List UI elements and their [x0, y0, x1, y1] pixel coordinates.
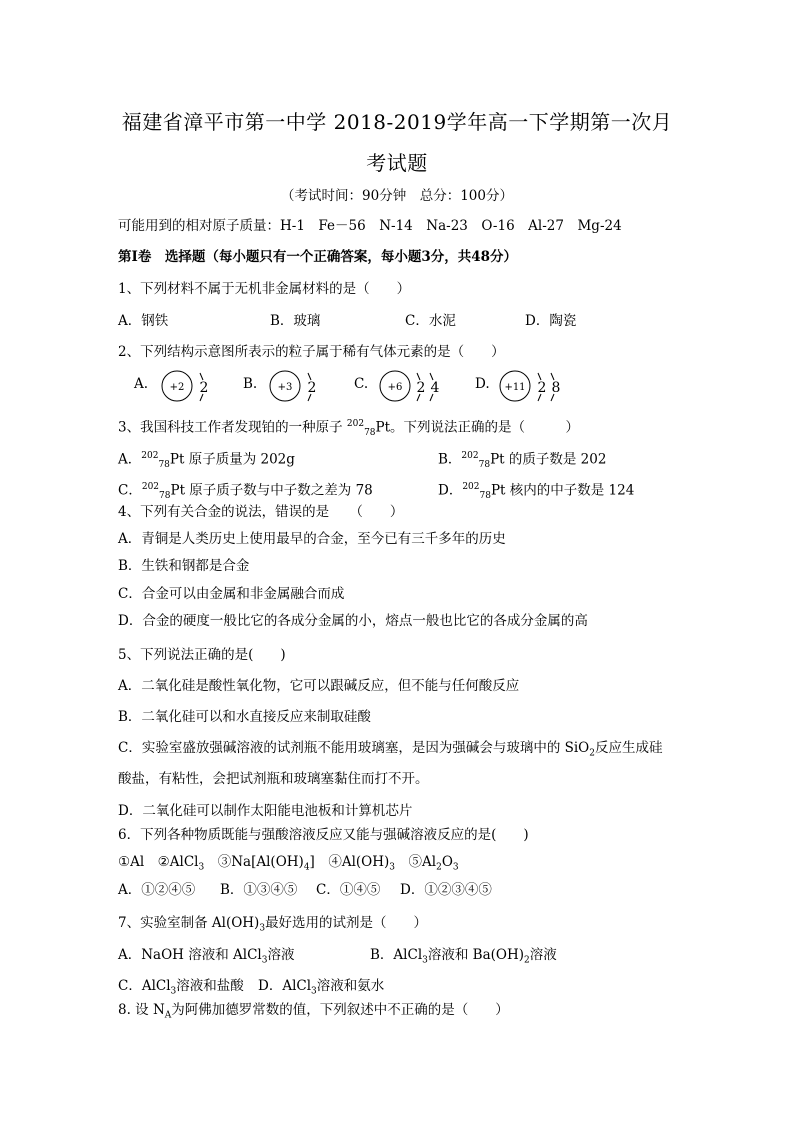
q2-atom-a-shell-1: 2	[199, 380, 209, 396]
q7-option-c: C．AlCl$_3$溶液和盐酸	[118, 978, 244, 997]
question-5-stem: 5、下列说法正确的是( )	[118, 647, 286, 663]
question-6-stem: 6．下列各种物质既能与强酸溶液反应又能与强碱溶液反应的是( )	[118, 827, 529, 843]
question-8-stem: 8. 设 $N_A$为阿佛加德罗常数的值，下列叙述中不正确的是（ ）	[118, 1002, 509, 1021]
question-7-stem: 7、实验室制备 $Al(OH)_3$最好选用的试剂是（ ）	[118, 915, 428, 934]
q4-option-a: A．青铜是人类历史上使用最早的合金，至今已有三千多年的历史	[118, 531, 506, 547]
section-header: 第Ⅰ卷 选择题（每小题只有一个正确答案，每小题3分，共48分）	[118, 249, 517, 265]
q5-option-b: B．二氧化硅可以和水直接反应来制取硅酸	[118, 709, 371, 725]
q5-option-a: A．二氧化硅是酸性氧化物，它可以跟碱反应，但不能与任何酸反应	[118, 678, 520, 694]
q2-atom-a-diagram	[160, 368, 220, 404]
q7-option-a: A．NaOH 溶液和 AlCl$_3$溶液	[118, 947, 295, 966]
q1-option-c: C．水泥	[405, 313, 456, 329]
q4-option-d: D．合金的硬度一般比它的各成分金属的小，熔点一般也比它的各成分金属的高	[118, 613, 588, 629]
q3-option-a: A．$^{202}_{78}$Pt 原子质量为 202g	[118, 451, 295, 471]
q2-atom-b-letter: B.	[243, 376, 258, 392]
q5-option-c-line1: C．实验室盛放强碱溶液的试剂瓶不能用玻璃塞，是因为强碱会与玻璃中的 SiO$_2$反应生成硅	[118, 740, 663, 759]
q1-option-b: B．玻璃	[270, 313, 321, 329]
q7-option-b: B．AlCl$_3$溶液和 $Ba(OH)_2$溶液	[370, 947, 557, 966]
q2-atom-c-diagram	[378, 368, 458, 404]
q2-atom-d-letter: D.	[475, 376, 490, 392]
exam-title-line2: 考试题	[366, 151, 428, 175]
exam-info: （考试时间：90分钟 总分：100分）	[281, 188, 513, 204]
q1-option-a: A．钢铁	[118, 313, 169, 329]
q6-option-b: B．①③④⑤	[220, 882, 298, 898]
q6-option-a: A．①②④⑤	[118, 882, 196, 898]
q3-option-d: D．$^{202}_{78}$Pt 核内的中子数是 124	[438, 482, 635, 502]
q6-option-c: C．①④⑤	[316, 882, 381, 898]
q5-option-c-line2: 酸盐，有粘性，会把试剂瓶和玻璃塞黏住而打不开。	[118, 771, 429, 787]
question-3-stem: 3、我国科技工作者发现铂的一种原子 $^{202}_{78}$Pt。下列说法正确的是（ ）	[118, 419, 580, 439]
question-2-stem: 2、下列结构示意图所表示的粒子属于稀有气体元素的是（ ）	[118, 344, 505, 360]
q5-option-d: D．二氧化硅可以制作太阳能电池板和计算机芯片	[118, 803, 413, 819]
q3-option-b: B．$^{202}_{78}$Pt 的质子数是 202	[438, 451, 607, 471]
q2-atom-b-diagram	[268, 368, 328, 404]
q2-atom-d-shell-1: 2	[537, 380, 547, 396]
q2-atom-d-nucleus: +11	[504, 382, 526, 393]
q2-atom-c-nucleus: +6	[387, 382, 403, 393]
q2-atom-c-shell-1: 2	[416, 380, 426, 396]
exam-title-line1: 福建省漳平市第一中学 2018-2019学年高一下学期第一次月	[121, 110, 673, 134]
q2-atom-c-letter: C.	[354, 376, 369, 392]
q2-atom-c-shell-2: 4	[430, 380, 440, 396]
q6-substances: ①Al ②AlCl$_3$ $③Na[Al(OH)_4]$ $④Al(OH)_3$ $⑤Al_2O_3$	[118, 854, 459, 873]
q2-atom-a-nucleus: +2	[169, 382, 185, 393]
q7-option-d: D．AlCl$_3$溶液和氨水	[258, 978, 385, 997]
q2-atom-a-letter: A.	[134, 376, 149, 392]
q2-atom-b-nucleus: +3	[277, 382, 293, 393]
q1-option-d: D．陶瓷	[525, 313, 577, 329]
q6-option-d: D．①②③④⑤	[400, 882, 492, 898]
atomic-masses: 可能用到的相对原子质量：H-1 Fe－56 N-14 Na-23 O-16 Al-27 Mg-24	[118, 218, 622, 234]
q2-atom-d-shell-2: 8	[551, 380, 561, 396]
question-4-stem: 4、下列有关合金的说法，错误的是 （ ）	[118, 504, 404, 520]
q4-option-b: B．生铁和钢都是合金	[118, 558, 250, 574]
q2-atom-b-shell-1: 2	[307, 380, 317, 396]
q4-option-c: C．合金可以由金属和非金属融合而成	[118, 586, 345, 602]
question-1-stem: 1、下列材料不属于无机非金属材料的是（ ）	[118, 281, 411, 297]
q3-option-c: C．$^{202}_{78}$Pt 原子质子数与中子数之差为 78	[118, 482, 373, 502]
q2-atom-d-diagram	[498, 368, 578, 404]
